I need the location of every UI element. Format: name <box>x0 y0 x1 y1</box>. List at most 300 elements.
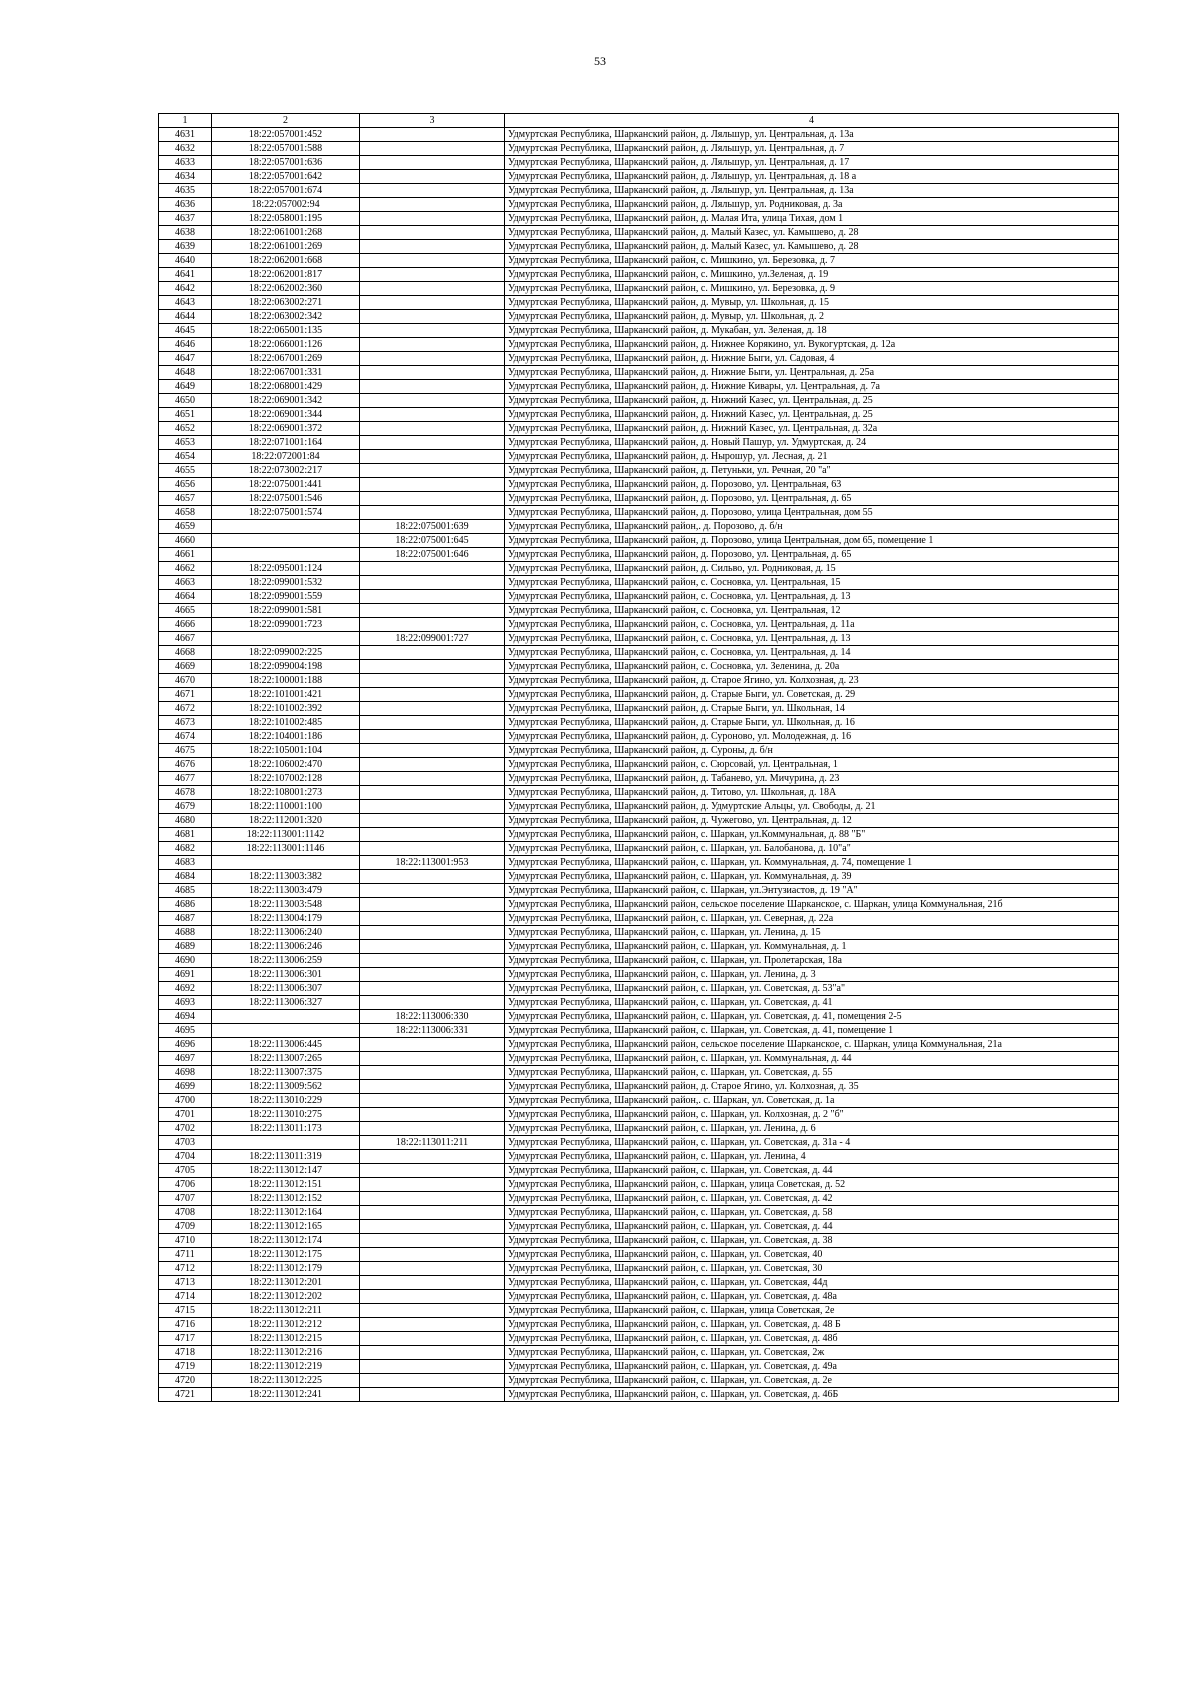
table-row <box>159 1150 1119 1164</box>
address-cell: Удмуртская Республика, Шарканский район, д. Мувыр, ул. Школьная, д. 15 <box>505 296 1119 310</box>
cadastral-number-cell: 18:22:106002:470 <box>212 758 360 772</box>
cadastral-number-cell: 18:22:061001:268 <box>212 226 360 240</box>
cadastral-number-premises-cell <box>360 310 505 324</box>
cadastral-number-cell <box>212 534 360 548</box>
row-number-cell: 4633 <box>159 156 212 170</box>
cadastral-number-premises-cell <box>360 1164 505 1178</box>
cadastral-number-premises-cell <box>360 1360 505 1374</box>
address-cell: Удмуртская Республика, Шарканский район, с. Шаркан, ул. Советская, 44д <box>505 1276 1119 1290</box>
row-number-cell: 4644 <box>159 310 212 324</box>
cadastral-number-premises-cell: 18:22:113001:953 <box>360 856 505 870</box>
address-cell: Удмуртская Республика, Шарканский район, д. Сильво, ул. Родниковая, д. 15 <box>505 562 1119 576</box>
address-cell: Удмуртская Республика, Шарканский район, с. Шаркан, ул. Советская, д. 38 <box>505 1234 1119 1248</box>
cadastral-number-cell: 18:22:113006:240 <box>212 926 360 940</box>
row-number-cell: 4687 <box>159 912 212 926</box>
table-row <box>159 688 1119 702</box>
row-number-cell: 4677 <box>159 772 212 786</box>
address-cell: Удмуртская Республика, Шарканский район, д. Малая Ита, улица Тихая, дом 1 <box>505 212 1119 226</box>
address-cell: Удмуртская Республика, Шарканский район, д. Табанево, ул. Мичурина, д. 23 <box>505 772 1119 786</box>
address-cell: Удмуртская Республика, Шарканский район, д. Старое Ягино, ул. Колхозная, д. 23 <box>505 674 1119 688</box>
address-cell: Удмуртская Республика, Шарканский район, с. Сосновка, ул. Центральная, 12 <box>505 604 1119 618</box>
cadastral-number-cell: 18:22:113011:319 <box>212 1150 360 1164</box>
cadastral-number-premises-cell <box>360 1290 505 1304</box>
cadastral-number-cell: 18:22:099001:723 <box>212 618 360 632</box>
cadastral-number-premises-cell <box>360 1192 505 1206</box>
page-number: 53 <box>594 54 606 68</box>
row-number-cell: 4643 <box>159 296 212 310</box>
cadastral-number-premises-cell <box>360 702 505 716</box>
cadastral-number-premises-cell <box>360 730 505 744</box>
address-cell: Удмуртская Республика, Шарканский район, д. Петуньки, ул. Речная, 20 "а" <box>505 464 1119 478</box>
cadastral-number-premises-cell <box>360 198 505 212</box>
address-cell: Удмуртская Республика, Шарканский район, с. Шаркан, ул. Советская, д. 31а - 4 <box>505 1136 1119 1150</box>
address-cell: Удмуртская Республика, Шарканский район, д. Мувыр, ул. Школьная, д. 2 <box>505 310 1119 324</box>
address-cell: Удмуртская Республика, Шарканский район, с. Шаркан, ул. Советская, д. 53"а" <box>505 982 1119 996</box>
table-row <box>159 982 1119 996</box>
cadastral-number-cell: 18:22:113001:1146 <box>212 842 360 856</box>
cadastral-number-premises-cell <box>360 1206 505 1220</box>
cadastral-number-premises-cell <box>360 716 505 730</box>
cadastral-number-cell: 18:22:072001:84 <box>212 450 360 464</box>
cadastral-number-premises-cell <box>360 576 505 590</box>
row-number-cell: 4649 <box>159 380 212 394</box>
cadastral-number-cell: 18:22:073002:217 <box>212 464 360 478</box>
row-number-cell: 4655 <box>159 464 212 478</box>
table-row <box>159 170 1119 184</box>
table-row <box>159 408 1119 422</box>
table-row <box>159 1346 1119 1360</box>
table-row <box>159 282 1119 296</box>
address-cell: Удмуртская Республика, Шарканский район, с. Шаркан, ул. Советская, 2ж <box>505 1346 1119 1360</box>
address-cell: Удмуртская Республика, Шарканский район, сельское поселение Шарканское, с. Шаркан, улица Коммунальная, 21б <box>505 898 1119 912</box>
cadastral-number-cell: 18:22:069001:372 <box>212 422 360 436</box>
address-cell: Удмуртская Республика, Шарканский район,. с. Шаркан, ул. Советская, д. 1а <box>505 1094 1119 1108</box>
cadastral-number-cell: 18:22:057001:636 <box>212 156 360 170</box>
cadastral-number-cell: 18:22:057002:94 <box>212 198 360 212</box>
cadastral-number-cell: 18:22:057001:452 <box>212 128 360 142</box>
table-row <box>159 1178 1119 1192</box>
row-number-cell: 4665 <box>159 604 212 618</box>
table-row <box>159 730 1119 744</box>
table-row <box>159 1304 1119 1318</box>
row-number-cell: 4715 <box>159 1304 212 1318</box>
address-cell: Удмуртская Республика, Шарканский район, с. Шаркан, ул. Советская, д. 41, помещение 1 <box>505 1024 1119 1038</box>
address-cell: Удмуртская Республика, Шарканский район, с. Шаркан, ул. Коммунальная, д. 44 <box>505 1052 1119 1066</box>
cadastral-number-premises-cell: 18:22:075001:645 <box>360 534 505 548</box>
address-cell: Удмуртская Республика, Шарканский район, сельское поселение Шарканское, с. Шаркан, улица Коммунальная, 21а <box>505 1038 1119 1052</box>
cadastral-number-cell: 18:22:113012:211 <box>212 1304 360 1318</box>
address-cell: Удмуртская Республика, Шарканский район, с. Шаркан, ул. Коммунальная, д. 39 <box>505 870 1119 884</box>
address-cell: Удмуртская Республика, Шарканский район, с. Шаркан, ул. Ленина, д. 15 <box>505 926 1119 940</box>
cadastral-number-premises-cell <box>360 870 505 884</box>
cadastral-number-cell: 18:22:113012:241 <box>212 1388 360 1402</box>
cadastral-number-premises-cell <box>360 1178 505 1192</box>
table-row <box>159 1080 1119 1094</box>
address-cell: Удмуртская Республика, Шарканский район, д. Ляльшур, ул. Центральная, д. 17 <box>505 156 1119 170</box>
cadastral-number-cell: 18:22:100001:188 <box>212 674 360 688</box>
table-row <box>159 828 1119 842</box>
address-cell: Удмуртская Республика, Шарканский район, д. Старое Ягино, ул. Колхозная, д. 35 <box>505 1080 1119 1094</box>
address-cell: Удмуртская Республика, Шарканский район, с. Мишкино, ул. Березовка, д. 7 <box>505 254 1119 268</box>
cadastral-number-premises-cell: 18:22:113011:211 <box>360 1136 505 1150</box>
cadastral-number-cell: 18:22:099001:581 <box>212 604 360 618</box>
cadastral-number-premises-cell <box>360 1080 505 1094</box>
address-cell: Удмуртская Республика, Шарканский район, д. Нижние Быги, ул. Садовая, 4 <box>505 352 1119 366</box>
cadastral-number-cell: 18:22:062001:668 <box>212 254 360 268</box>
cadastral-number-cell: 18:22:113006:327 <box>212 996 360 1010</box>
cadastral-number-premises-cell <box>360 1066 505 1080</box>
cadastral-number-cell: 18:22:110001:100 <box>212 800 360 814</box>
address-cell: Удмуртская Республика, Шарканский район, д. Нижние Быги, ул. Центральная, д. 25а <box>505 366 1119 380</box>
cadastral-number-premises-cell <box>360 674 505 688</box>
cadastral-number-premises-cell <box>360 254 505 268</box>
address-cell: Удмуртская Республика, Шарканский район, с. Шаркан, ул. Советская, д. 46Б <box>505 1388 1119 1402</box>
table-row <box>159 142 1119 156</box>
cadastral-number-cell <box>212 548 360 562</box>
address-cell: Удмуртская Республика, Шарканский район, д. Нырошур, ул. Лесная, д. 21 <box>505 450 1119 464</box>
cadastral-number-premises-cell <box>360 422 505 436</box>
row-number-cell: 4686 <box>159 898 212 912</box>
cadastral-number-cell: 18:22:113004:179 <box>212 912 360 926</box>
address-cell: Удмуртская Республика, Шарканский район, с. Шаркан, улица Советская, д. 52 <box>505 1178 1119 1192</box>
table-row <box>159 268 1119 282</box>
row-number-cell: 4631 <box>159 128 212 142</box>
table-row <box>159 128 1119 142</box>
cadastral-number-cell: 18:22:063002:342 <box>212 310 360 324</box>
address-cell: Удмуртская Республика, Шарканский район, с. Шаркан, ул. Балобанова, д. 10"а" <box>505 842 1119 856</box>
cadastral-number-cell <box>212 632 360 646</box>
address-cell: Удмуртская Республика, Шарканский район, д. Порозово, ул. Центральная, 63 <box>505 478 1119 492</box>
address-cell: Удмуртская Республика, Шарканский район, с. Шаркан, ул. Советская, д. 48 Б <box>505 1318 1119 1332</box>
row-number-cell: 4698 <box>159 1066 212 1080</box>
cadastral-number-premises-cell <box>360 744 505 758</box>
address-cell: Удмуртская Республика, Шарканский район, с. Шаркан, ул. Советская, д. 41 <box>505 996 1119 1010</box>
row-number-cell: 4673 <box>159 716 212 730</box>
address-cell: Удмуртская Республика, Шарканский район, с. Шаркан, ул. Советская, д. 44 <box>505 1164 1119 1178</box>
row-number-cell: 4718 <box>159 1346 212 1360</box>
cadastral-number-cell: 18:22:113009:562 <box>212 1080 360 1094</box>
address-cell: Удмуртская Республика, Шарканский район, с. Сосновка, ул. Центральная, д. 13 <box>505 590 1119 604</box>
row-number-cell: 4661 <box>159 548 212 562</box>
table-row <box>159 254 1119 268</box>
table-row <box>159 604 1119 618</box>
table-row <box>159 1052 1119 1066</box>
row-number-cell: 4671 <box>159 688 212 702</box>
row-number-cell: 4690 <box>159 954 212 968</box>
row-number-cell: 4637 <box>159 212 212 226</box>
row-number-cell: 4706 <box>159 1178 212 1192</box>
address-cell: Удмуртская Республика, Шарканский район, с. Сосновка, ул. Центральная, д. 14 <box>505 646 1119 660</box>
address-cell: Удмуртская Республика, Шарканский район, д. Титово, ул. Школьная, д. 18А <box>505 786 1119 800</box>
address-cell: Удмуртская Республика, Шарканский район, д. Порозово, ул. Центральная, д. 65 <box>505 492 1119 506</box>
row-number-cell: 4680 <box>159 814 212 828</box>
cadastral-number-cell: 18:22:113012:219 <box>212 1360 360 1374</box>
address-cell: Удмуртская Республика, Шарканский район, д. Ляльшур, ул. Центральная, д. 7 <box>505 142 1119 156</box>
table-row <box>159 1122 1119 1136</box>
row-number-cell: 4674 <box>159 730 212 744</box>
cadastral-number-cell <box>212 1010 360 1024</box>
cadastral-number-premises-cell: 18:22:099001:727 <box>360 632 505 646</box>
table-row <box>159 1024 1119 1038</box>
table-row <box>159 786 1119 800</box>
address-cell: Удмуртская Республика, Шарканский район, с. Сюрсовай, ул. Центральная, 1 <box>505 758 1119 772</box>
table-row <box>159 674 1119 688</box>
row-number-cell: 4676 <box>159 758 212 772</box>
cadastral-number-cell: 18:22:113001:1142 <box>212 828 360 842</box>
row-number-cell: 4679 <box>159 800 212 814</box>
cadastral-number-cell: 18:22:065001:135 <box>212 324 360 338</box>
table-row <box>159 212 1119 226</box>
cadastral-number-premises-cell <box>360 1388 505 1402</box>
address-cell: Удмуртская Республика, Шарканский район, с. Шаркан, ул. Советская, д. 58 <box>505 1206 1119 1220</box>
row-number-cell: 4691 <box>159 968 212 982</box>
table-row <box>159 352 1119 366</box>
cadastral-number-cell: 18:22:113006:246 <box>212 940 360 954</box>
table-row <box>159 562 1119 576</box>
address-cell: Удмуртская Республика, Шарканский район, д. Малый Казес, ул. Камышево, д. 28 <box>505 240 1119 254</box>
address-cell: Удмуртская Республика, Шарканский район, с. Шаркан, ул. Советская, д. 2е <box>505 1374 1119 1388</box>
cadastral-number-premises-cell <box>360 562 505 576</box>
table-row <box>159 520 1119 534</box>
cadastral-number-premises-cell <box>360 240 505 254</box>
cadastral-number-cell: 18:22:113012:174 <box>212 1234 360 1248</box>
row-number-cell: 4656 <box>159 478 212 492</box>
cadastral-number-cell: 18:22:113010:275 <box>212 1108 360 1122</box>
row-number-cell: 4721 <box>159 1388 212 1402</box>
address-cell: Удмуртская Республика, Шарканский район, д. Удмуртские Альцы, ул. Свободы, д. 21 <box>505 800 1119 814</box>
cadastral-number-cell: 18:22:113012:151 <box>212 1178 360 1192</box>
address-cell: Удмуртская Республика, Шарканский район, д. Нижний Казес, ул. Центральная, д. 25 <box>505 408 1119 422</box>
cadastral-number-cell: 18:22:057001:674 <box>212 184 360 198</box>
cadastral-number-premises-cell <box>360 688 505 702</box>
address-cell: Удмуртская Республика, Шарканский район, д. Ляльшур, ул. Центральная, д. 18 а <box>505 170 1119 184</box>
table-row <box>159 422 1119 436</box>
cadastral-number-premises-cell <box>360 884 505 898</box>
cadastral-number-cell: 18:22:062001:817 <box>212 268 360 282</box>
row-number-cell: 4712 <box>159 1262 212 1276</box>
address-cell: Удмуртская Республика, Шарканский район, д. Суроново, ул. Молодежная, д. 16 <box>505 730 1119 744</box>
cadastral-number-premises-cell <box>360 296 505 310</box>
cadastral-number-premises-cell <box>360 926 505 940</box>
table-row <box>159 1332 1119 1346</box>
address-cell: Удмуртская Республика, Шарканский район, д. Нижний Казес, ул. Центральная, д. 25 <box>505 394 1119 408</box>
row-number-cell: 4663 <box>159 576 212 590</box>
row-number-cell: 4688 <box>159 926 212 940</box>
cadastral-number-premises-cell <box>360 1276 505 1290</box>
address-cell: Удмуртская Республика, Шарканский район, с. Шаркан, ул. Коммунальная, д. 74, помещение 1 <box>505 856 1119 870</box>
table-row <box>159 744 1119 758</box>
address-cell: Удмуртская Республика, Шарканский район, с. Шаркан, ул.Энтузиастов, д. 19 "А" <box>505 884 1119 898</box>
address-cell: Удмуртская Республика, Шарканский район, с. Шаркан, ул. Советская, 30 <box>505 1262 1119 1276</box>
cadastral-number-premises-cell <box>360 646 505 660</box>
table-row <box>159 800 1119 814</box>
cadastral-number-cell: 18:22:104001:186 <box>212 730 360 744</box>
address-cell: Удмуртская Республика, Шарканский район,. д. Порозово, д. б/н <box>505 520 1119 534</box>
table-row <box>159 814 1119 828</box>
table-row <box>159 898 1119 912</box>
table-row <box>159 492 1119 506</box>
cadastral-number-cell: 18:22:113012:201 <box>212 1276 360 1290</box>
cadastral-number-cell <box>212 856 360 870</box>
cadastral-number-cell: 18:22:113012:147 <box>212 1164 360 1178</box>
table-row <box>159 1360 1119 1374</box>
cadastral-number-premises-cell <box>360 128 505 142</box>
table-row <box>159 968 1119 982</box>
table-row <box>159 1038 1119 1052</box>
address-cell: Удмуртская Республика, Шарканский район, с. Шаркан, ул. Ленина, 4 <box>505 1150 1119 1164</box>
address-cell: Удмуртская Республика, Шарканский район, д. Ляльшур, ул. Родниковая, д. 3а <box>505 198 1119 212</box>
cadastral-number-premises-cell <box>360 170 505 184</box>
address-cell: Удмуртская Республика, Шарканский район, с. Шаркан, ул. Коммунальная, д. 1 <box>505 940 1119 954</box>
table-row <box>159 1010 1119 1024</box>
cadastral-number-premises-cell <box>360 380 505 394</box>
row-number-cell: 4668 <box>159 646 212 660</box>
cadastral-number-premises-cell <box>360 996 505 1010</box>
cadastral-number-cell: 18:22:113012:216 <box>212 1346 360 1360</box>
table-row <box>159 548 1119 562</box>
row-number-cell: 4672 <box>159 702 212 716</box>
address-cell: Удмуртская Республика, Шарканский район, д. Нижнее Корякино, ул. Вукогуртская, д. 12а <box>505 338 1119 352</box>
row-number-cell: 4660 <box>159 534 212 548</box>
cadastral-number-premises-cell <box>360 1248 505 1262</box>
cadastral-number-premises-cell <box>360 492 505 506</box>
cadastral-number-cell: 18:22:101002:392 <box>212 702 360 716</box>
cadastral-number-cell: 18:22:069001:344 <box>212 408 360 422</box>
row-number-cell: 4708 <box>159 1206 212 1220</box>
table-row <box>159 478 1119 492</box>
row-number-cell: 4702 <box>159 1122 212 1136</box>
cadastral-number-cell: 18:22:075001:574 <box>212 506 360 520</box>
cadastral-number-premises-cell <box>360 436 505 450</box>
row-number-cell: 4662 <box>159 562 212 576</box>
cadastral-number-cell: 18:22:113012:165 <box>212 1220 360 1234</box>
cadastral-number-cell: 18:22:066001:126 <box>212 338 360 352</box>
cadastral-number-premises-cell <box>360 226 505 240</box>
table-row <box>159 1164 1119 1178</box>
row-number-cell: 4699 <box>159 1080 212 1094</box>
cadastral-number-premises-cell <box>360 618 505 632</box>
row-number-cell: 4675 <box>159 744 212 758</box>
cadastral-number-cell <box>212 1136 360 1150</box>
table-row <box>159 338 1119 352</box>
address-cell: Удмуртская Республика, Шарканский район, д. Старые Быги, ул. Школьная, 14 <box>505 702 1119 716</box>
cadastral-number-premises-cell <box>360 1038 505 1052</box>
cadastral-number-premises-cell <box>360 212 505 226</box>
cadastral-number-cell: 18:22:067001:331 <box>212 366 360 380</box>
cadastral-number-premises-cell <box>360 772 505 786</box>
table-row <box>159 1192 1119 1206</box>
cadastral-number-premises-cell <box>360 338 505 352</box>
table-row <box>159 1388 1119 1402</box>
cadastral-number-cell: 18:22:113011:173 <box>212 1122 360 1136</box>
cadastral-number-cell: 18:22:101001:421 <box>212 688 360 702</box>
cadastral-number-cell: 18:22:113012:152 <box>212 1192 360 1206</box>
address-cell: Удмуртская Республика, Шарканский район, с. Сосновка, ул. Центральная, д. 11а <box>505 618 1119 632</box>
row-number-cell: 4707 <box>159 1192 212 1206</box>
table-row <box>159 324 1119 338</box>
cadastral-number-premises-cell <box>360 142 505 156</box>
cadastral-number-premises-cell <box>360 1220 505 1234</box>
row-number-cell: 4705 <box>159 1164 212 1178</box>
row-number-cell: 4654 <box>159 450 212 464</box>
row-number-cell: 4652 <box>159 422 212 436</box>
cadastral-number-cell: 18:22:062002:360 <box>212 282 360 296</box>
cadastral-number-premises-cell: 18:22:113006:331 <box>360 1024 505 1038</box>
table-row <box>159 394 1119 408</box>
header-cell-3: 3 <box>360 114 505 128</box>
cadastral-number-cell: 18:22:113012:202 <box>212 1290 360 1304</box>
address-cell: Удмуртская Республика, Шарканский район, с. Шаркан, ул. Ленина, д. 6 <box>505 1122 1119 1136</box>
row-number-cell: 4685 <box>159 884 212 898</box>
table-row <box>159 772 1119 786</box>
table-row <box>159 1220 1119 1234</box>
address-cell: Удмуртская Республика, Шарканский район, с. Сосновка, ул. Зеленина, д. 20а <box>505 660 1119 674</box>
cadastral-number-premises-cell: 18:22:075001:646 <box>360 548 505 562</box>
cadastral-number-cell: 18:22:058001:195 <box>212 212 360 226</box>
cadastral-number-cell: 18:22:113006:259 <box>212 954 360 968</box>
cadastral-number-premises-cell <box>360 758 505 772</box>
table-row <box>159 1136 1119 1150</box>
cadastral-number-cell: 18:22:075001:546 <box>212 492 360 506</box>
cadastral-number-cell: 18:22:095001:124 <box>212 562 360 576</box>
table-row <box>159 632 1119 646</box>
cadastral-number-premises-cell <box>360 604 505 618</box>
row-number-cell: 4701 <box>159 1108 212 1122</box>
address-cell: Удмуртская Республика, Шарканский район, с. Шаркан, ул. Советская, д. 55 <box>505 1066 1119 1080</box>
address-cell: Удмуртская Республика, Шарканский район, д. Новый Пашур, ул. Удмуртская, д. 24 <box>505 436 1119 450</box>
row-number-cell: 4645 <box>159 324 212 338</box>
row-number-cell: 4683 <box>159 856 212 870</box>
cadastral-number-premises-cell <box>360 590 505 604</box>
cadastral-number-premises-cell <box>360 1304 505 1318</box>
table-row <box>159 1094 1119 1108</box>
row-number-cell: 4648 <box>159 366 212 380</box>
cadastral-number-cell: 18:22:071001:164 <box>212 436 360 450</box>
cadastral-number-premises-cell <box>360 982 505 996</box>
table-row <box>159 1290 1119 1304</box>
cadastral-number-cell <box>212 1024 360 1038</box>
row-number-cell: 4641 <box>159 268 212 282</box>
table-row <box>159 296 1119 310</box>
table-row <box>159 842 1119 856</box>
row-number-cell: 4695 <box>159 1024 212 1038</box>
cadastral-number-premises-cell <box>360 842 505 856</box>
row-number-cell: 4634 <box>159 170 212 184</box>
cadastral-number-premises-cell <box>360 814 505 828</box>
cadastral-number-premises-cell <box>360 968 505 982</box>
cadastral-number-cell: 18:22:113007:375 <box>212 1066 360 1080</box>
cadastral-number-cell: 18:22:113012:225 <box>212 1374 360 1388</box>
table-row <box>159 198 1119 212</box>
row-number-cell: 4697 <box>159 1052 212 1066</box>
table-row <box>159 1066 1119 1080</box>
address-cell: Удмуртская Республика, Шарканский район, д. Мукабан, ул. Зеленая, д. 18 <box>505 324 1119 338</box>
address-cell: Удмуртская Республика, Шарканский район, д. Нижние Кивары, ул. Центральная, д. 7а <box>505 380 1119 394</box>
cadastral-number-cell: 18:22:107002:128 <box>212 772 360 786</box>
address-cell: Удмуртская Республика, Шарканский район, д. Старые Быги, ул. Школьная, д. 16 <box>505 716 1119 730</box>
address-cell: Удмуртская Республика, Шарканский район, с. Мишкино, ул. Березовка, д. 9 <box>505 282 1119 296</box>
cadastral-number-cell: 18:22:067001:269 <box>212 352 360 366</box>
row-number-cell: 4710 <box>159 1234 212 1248</box>
row-number-cell: 4658 <box>159 506 212 520</box>
cadastral-number-cell: 18:22:108001:273 <box>212 786 360 800</box>
table-row <box>159 506 1119 520</box>
address-cell: Удмуртская Республика, Шарканский район, с. Шаркан, ул. Ленина, д. 3 <box>505 968 1119 982</box>
row-number-cell: 4703 <box>159 1136 212 1150</box>
row-number-cell: 4692 <box>159 982 212 996</box>
address-cell: Удмуртская Республика, Шарканский район, д. Чужегово, ул. Центральная, д. 12 <box>505 814 1119 828</box>
table-row <box>159 576 1119 590</box>
